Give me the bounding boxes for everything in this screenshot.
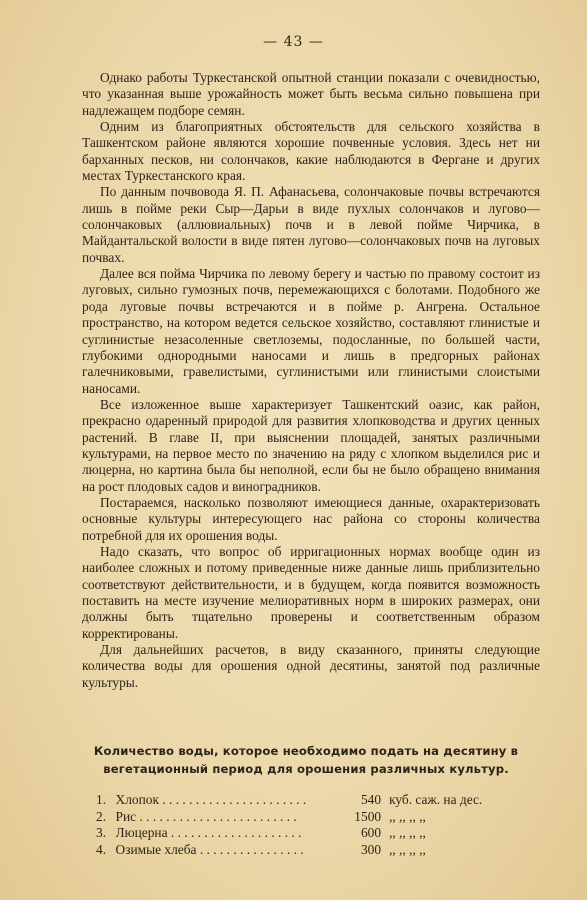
paragraph: Далее вся пойма Чирчика по левому берегу и частью по правому состоит из луговых, сильно гумозных почв, перемежающихся с болотами. Подобного же рода луговые почвы встречаются и в пойме р. Ангрена. Остальное пространство, на котором ведется сельское хозяйство, составляют глинистые и суглинистые незасоленные светлоземы, подосланные, по большей части, глубокими однородными наносами и лишь в предгорных районах галечниковыми, гравелистыми, суглинистыми или глинистыми слоистыми наносами. <box>82 266 540 396</box>
row-crop <box>116 825 331 842</box>
paragraph: Для дальнейших расчетов, в виду сказанного, приняты следующие количества воды для орошения одной десятины, занятой под различные культуры. <box>82 642 540 690</box>
row-crop <box>116 842 331 859</box>
row-unit: ,, ,, ,, ,, <box>389 825 426 841</box>
row-value: 1500 <box>354 808 382 824</box>
row-number: 2. <box>96 808 107 824</box>
table-row <box>96 792 516 809</box>
crop-name: Люцерна <box>115 825 168 841</box>
row-number: 4. <box>96 841 107 857</box>
body-text <box>82 70 540 691</box>
table-heading: Количество воды, которое необходимо подать на десятину в вегетационный период для орошения различных культур. <box>93 744 519 776</box>
paragraph: Однако работы Туркестанской опытной станции показали с очевидностью, что указанная выше урожайность может быть весьма сильно повышена при надлежащем подборе семян. <box>82 70 540 118</box>
page-number: — 43 — <box>263 34 324 50</box>
table-row <box>96 809 516 826</box>
paragraph: Одним из благоприятных обстоятельств для сельского хозяйства в Ташкентском районе являются хорошие почвенные условия. Здесь нет ни барханных песков, ни солончаков, какие наблюдаются в Фергане и других местах Туркестанского края. <box>82 119 540 184</box>
row-unit: ,, ,, ,, ,, <box>389 841 426 857</box>
row-number: 3. <box>96 825 107 841</box>
table-row <box>96 825 516 842</box>
paragraph: Постараемся, насколько позволяют имеющиеся данные, охарактеризовать основные культуры интересующего нас района со стороны количества потребной для их орошения воды. <box>82 494 540 543</box>
leader-dots: . . . . . . . . . . . . . . . . <box>196 841 304 857</box>
table-row <box>96 842 516 859</box>
row-value: 300 <box>360 841 382 857</box>
paragraph: По данным почвовода Я. П. Афанасьева, солончаковые почвы встречаются лишь в пойме реки Сыр—Дарьи в виде пухлых солончаков и лугово—солончаковых (аллювиальных) почв и в левой пойме Чирчика, в Майдантальской волости в виде пятен лугово—солончаковых почв на луговых почвах. <box>82 184 540 265</box>
leader-dots: . . . . . . . . . . . . . . . . . . . . . . . . <box>136 808 297 824</box>
crop-name: Рис <box>115 808 137 824</box>
row-unit: куб. саж. на дес. <box>389 792 483 807</box>
crop-name: Хлопок <box>115 792 159 807</box>
leader-dots: . . . . . . . . . . . . . . . . . . . . . . <box>158 792 307 807</box>
row-number: 1. <box>96 792 107 807</box>
row-value: 600 <box>360 825 382 841</box>
row-crop <box>116 809 331 826</box>
row-crop <box>116 792 331 809</box>
leader-dots: . . . . . . . . . . . . . . . . . . . . <box>167 825 302 841</box>
paragraph: Все изложенное выше характеризует Ташкентский оазис, как район, прекрасно одаренный природой для развития хлопководства и других ценных растений. В главе II, при выяснении площадей, занятых различными культурами, на первое место по значению на ряду с хлопком выделился рис и люцерна, но картина была бы неполной, если бы не было обращено внимания на рост плодовых садов и виноградников. <box>82 396 540 494</box>
crop-name: Озимые хлеба <box>115 841 197 857</box>
water-norms-table <box>96 792 516 858</box>
row-value: 540 <box>360 792 382 807</box>
paragraph: Надо сказать, что вопрос об ирригационных нормах вообще один из наиболее сложных и потому приведенные ниже данные лишь приблизительно соответствуют действительности, и в будущем, когда появится возможность поставить на месте изучение мелиоративных норм в широких размерах, они должны быть тщательно проверены и соответственным образом корректированы. <box>82 543 540 641</box>
row-unit: ,, ,, ,, ,, <box>389 808 426 824</box>
